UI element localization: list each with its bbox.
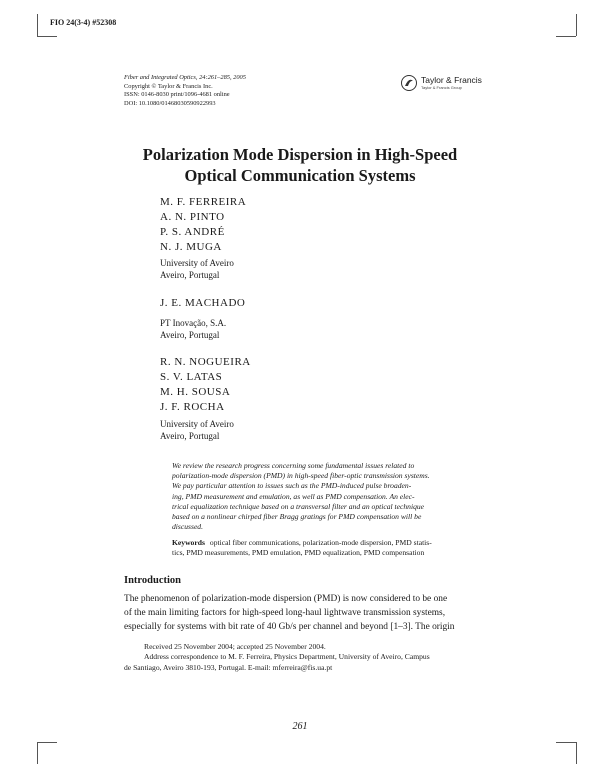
affiliation [160, 318, 226, 341]
author-list [160, 195, 246, 255]
author-name: P. S. ANDRÉ [160, 226, 225, 238]
title-line: Optical Communication Systems [184, 166, 416, 185]
body-text [124, 592, 476, 634]
crop-mark [576, 14, 577, 36]
author-name: J. F. ROCHA [160, 401, 225, 413]
publisher-name: Taylor & Francis [421, 75, 482, 85]
footnote-address: Address correspondence to M. F. Ferreira, Physics Department, University of Aveiro, Campus [144, 652, 430, 662]
keywords-label: Keywords [172, 538, 205, 547]
footnote [124, 642, 476, 673]
publisher-subtitle: Taylor & Francis Group [421, 85, 462, 90]
title-line: Polarization Mode Dispersion in High-Speed [142, 145, 458, 164]
copyright-line: Copyright © Taylor & Francis Inc. [124, 82, 213, 90]
keywords-line: tics, PMD measurements, PMD emulation, PMD equalization, PMD compensation [172, 548, 425, 558]
journal-code: FIO 24(3-4) #52308 [50, 18, 117, 27]
author-list [160, 355, 251, 415]
abstract-line: discussed. [172, 522, 204, 532]
crop-mark [37, 14, 38, 36]
author-name: J. E. MACHADO [160, 297, 246, 309]
author-name: M. F. FERREIRA [160, 196, 247, 208]
crop-mark [576, 742, 577, 764]
affiliation-line: PT Inovação, S.A. [160, 318, 227, 328]
affiliation-line: University of Aveiro [160, 419, 234, 429]
author-name: R. N. NOGUEIRA [160, 356, 251, 368]
affiliation-line: Aveiro, Portugal [160, 430, 220, 441]
affiliation-line: Aveiro, Portugal [160, 329, 220, 340]
affiliation [160, 419, 234, 442]
body-line: The phenomenon of polarization-mode dispersion (PMD) is now considered to be one [124, 594, 448, 604]
abstract-line: polarization-mode dispersion (PMD) in high-speed fiber-optic transmission systems. [172, 471, 430, 481]
abstract-line: trical equalization technique based on a transversal filter and an optical technique [172, 501, 425, 511]
affiliation [160, 258, 234, 281]
abstract-line: based on a nonlinear chirped fiber Bragg gratings for PMD compensation will be [172, 512, 422, 522]
author-name: M. H. SOUSA [160, 386, 231, 398]
author-name: A. N. PINTO [160, 211, 225, 223]
page-number: 261 [292, 721, 308, 732]
author-name: S. V. LATAS [160, 371, 223, 383]
issn-line: ISSN: 0146-8030 print/1096-4681 online [124, 91, 230, 99]
journal-line: Fiber and Integrated Optics, 24:261–285, 2005 [124, 74, 246, 81]
footnote-address: de Santiago, Aveiro 3810-193, Portugal. E-mail: mferreira@fis.ua.pt [124, 662, 333, 672]
footnote-received: Received 25 November 2004; accepted 25 November 2004. [144, 642, 326, 651]
crop-mark [37, 742, 38, 764]
section-heading: Introduction [124, 575, 181, 586]
publisher-logo-icon [400, 74, 418, 92]
author-name: N. J. MUGA [160, 241, 222, 253]
crop-mark [37, 742, 57, 743]
article-meta [124, 74, 246, 108]
affiliation-line: Aveiro, Portugal [160, 269, 220, 280]
abstract [172, 461, 476, 532]
body-line: of the main limiting factors for high-speed long-haul lightwave transmission systems, [124, 608, 446, 618]
body-line: especially for systems with bit rate of 40 Gb/s per channel and beyond [1–3]. The origin [124, 622, 455, 632]
crop-mark [556, 36, 576, 37]
keywords [172, 538, 476, 558]
article-title [0, 144, 600, 186]
abstract-line: We review the research progress concerning some fundamental issues related to [172, 461, 415, 470]
keywords-line: optical fiber communications, polarization-mode dispersion, PMD statis- [209, 538, 432, 547]
abstract-line: ing, PMD measurement and emulation, as well as PMD compensation. An elec- [172, 491, 415, 501]
crop-mark [37, 36, 57, 37]
author-list [160, 296, 245, 311]
affiliation-line: University of Aveiro [160, 258, 234, 268]
crop-mark [556, 742, 576, 743]
abstract-line: We pay particular attention to issues such as the PMD-induced pulse broaden- [172, 481, 412, 491]
doi-line: DOI: 10.1080/01468030590922993 [124, 99, 216, 107]
